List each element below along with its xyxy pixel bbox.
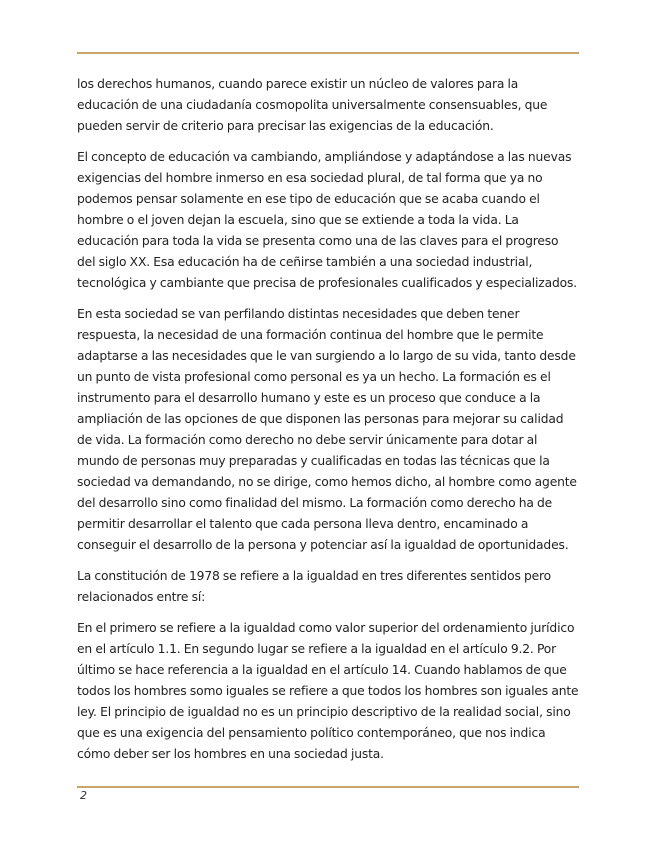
- paragraph-3: En esta sociedad se van perfilando distintas necesidades que deben tener respuesta, la necesidad de una formación continua del hombre que le permite adaptarse a las necesidades que le van surgiendo a lo largo de su vida, tanto desde un punto de vista profesional como personal es ya un hecho. La formación es el instrumento para el desarrollo humano y este es un proceso que conduce a la ampliación de las opciones de que disponen las personas para mejorar su calidad de vida. La formación como derecho no debe servir únicamente para dotar al mundo de personas muy preparadas y cualificadas en todas las técnicas que la sociedad va demandando, no se dirige, como hemos dicho, al hombre como agente del desarrollo sino como finalidad del mismo. La formación como derecho ha de permitir desarrollar el talento que cada persona lleva dentro, encaminado a conseguir el desarrollo de la persona y potenciar así la igualdad de oportunidades.: [77, 307, 577, 552]
- paragraph-1: los derechos humanos, cuando parece existir un núcleo de valores para la educación de una ciudadanía cosmopolita universalmente consensuables, que pueden servir de criterio para precisar las exigencias de la educación.: [77, 77, 548, 133]
- page-number: 2: [80, 789, 87, 802]
- paragraph-5: En el primero se refiere a la igualdad como valor superior del ordenamiento jurídico en el artículo 1.1. En segundo lugar se refiere a la igualdad en el artículo 9.2. Por último se hace referencia a la igualdad en el artículo 14. Cuando hablamos de que todos los hombres somo iguales se refiere a que todos los hombres son iguales ante ley. El principio de igualdad no es un principio descriptivo de la realidad social, sino que es una exigencia del pensamiento político contemporáneo, que nos indica cómo deber ser los hombres en una sociedad justa.: [77, 621, 579, 761]
- header-rule: [77, 52, 579, 54]
- page-body: [77, 74, 579, 775]
- paragraph-2: El concepto de educación va cambiando, ampliándose y adaptándose a las nuevas exigencias del hombre inmerso en esa sociedad plural, de tal forma que ya no podemos pensar solamente en ese tipo de educación que se acaba cuando el hombre o el joven dejan la escuela, sino que se extiende a toda la vida. La educación para toda la vida se presenta como una de las claves para el progreso del siglo XX. Esa educación ha de ceñirse también a una sociedad industrial, tecnológica y cambiante que precisa de profesionales cualificados y especializados.: [77, 150, 578, 290]
- footer-rule: [77, 786, 579, 788]
- paragraph-4: La constitución de 1978 se refiere a la igualdad en tres diferentes sentidos pero relacionados entre sí:: [77, 569, 552, 604]
